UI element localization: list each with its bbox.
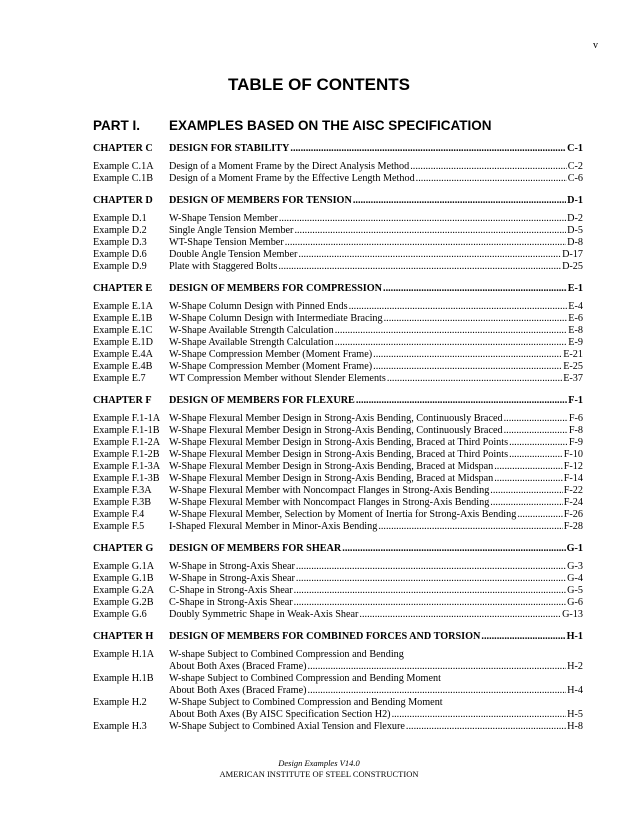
example-page: D-25	[562, 261, 583, 272]
dot-leader	[383, 283, 567, 295]
example-entry[interactable]	[93, 425, 583, 437]
dot-leader	[494, 461, 563, 473]
example-list	[93, 213, 583, 273]
dot-leader	[335, 325, 568, 337]
example-page: F-10	[563, 449, 583, 460]
example-title: Design of a Moment Frame by the Effective Length Method	[169, 173, 415, 184]
dot-leader	[298, 249, 561, 261]
example-title: W-Shape Subject to Combined Axial Tension and Flexure	[169, 721, 405, 732]
example-label: Example F.4	[93, 509, 145, 520]
example-title: Single Angle Tension Member	[169, 225, 294, 236]
footer	[0, 758, 638, 780]
example-entry-continued[interactable]	[93, 685, 583, 697]
example-label: Example F.3B	[93, 497, 152, 508]
example-label: Example E.1D	[93, 337, 153, 348]
chapter-label: CHAPTER C	[93, 143, 153, 154]
dot-leader	[359, 609, 561, 621]
page-number: v	[593, 40, 598, 51]
example-title: W-Shape Flexural Member with Noncompact Flanges in Strong-Axis Bending	[169, 485, 490, 496]
example-title: W-Shape in Strong-Axis Shear	[169, 561, 295, 572]
example-label: Example D.3	[93, 237, 147, 248]
dot-leader	[296, 561, 566, 573]
example-entry[interactable]	[93, 597, 583, 609]
dot-leader	[373, 349, 562, 361]
example-page: F-14	[563, 473, 583, 484]
example-title: W-Shape Flexural Member with Noncompact Flanges in Strong-Axis Bending	[169, 497, 490, 508]
example-title: W-Shape Compression Member (Moment Frame)	[169, 361, 373, 372]
example-title: W-Shape Available Strength Calculation	[169, 337, 334, 348]
dot-leader	[349, 301, 568, 313]
dot-leader	[504, 413, 568, 425]
chapter-title: DESIGN OF MEMBERS FOR TENSION	[169, 195, 352, 206]
example-title: W-shape Subject to Combined Compression and Bending	[169, 649, 404, 660]
example-entry[interactable]	[93, 337, 583, 349]
dot-leader	[509, 437, 568, 449]
example-title: WT-Shape Tension Member	[169, 237, 284, 248]
chapter-label: CHAPTER E	[93, 283, 153, 294]
example-page: C-2	[567, 161, 583, 172]
example-page: E-8	[568, 325, 583, 336]
dot-leader	[296, 573, 566, 585]
dot-leader	[494, 473, 563, 485]
example-entry[interactable]	[93, 413, 583, 425]
example-entry[interactable]	[93, 361, 583, 373]
example-title: W-shape Subject to Combined Compression and Bending Moment	[169, 673, 441, 684]
example-title: W-Shape Column Design with Pinned Ends	[169, 301, 348, 312]
example-entry[interactable]	[93, 449, 583, 461]
example-title: About Both Axes (By AISC Specification Section H2)	[169, 709, 391, 720]
example-entry[interactable]	[93, 313, 583, 325]
example-label: Example E.4A	[93, 349, 153, 360]
chapter-label: CHAPTER F	[93, 395, 152, 406]
example-list	[93, 161, 583, 185]
chapter-heading[interactable]	[93, 395, 583, 407]
chapter-page: F-1	[568, 395, 583, 406]
example-page: F-28	[563, 521, 583, 532]
example-title: W-Shape Flexural Member Design in Strong-Axis Bending, Continuously Braced	[169, 413, 503, 424]
example-title: W-Shape Flexural Member Design in Strong-Axis Bending, Continuously Braced	[169, 425, 503, 436]
example-entry[interactable]	[93, 213, 583, 225]
example-entry[interactable]	[93, 225, 583, 237]
example-entry[interactable]	[93, 325, 583, 337]
chapter-page: H-1	[566, 631, 583, 642]
example-entry[interactable]	[93, 573, 583, 585]
example-title: About Both Axes (Braced Frame)	[169, 685, 307, 696]
chapter-heading[interactable]	[93, 143, 583, 155]
dot-leader	[294, 585, 567, 597]
example-list	[93, 561, 583, 621]
example-label: Example E.1A	[93, 301, 153, 312]
example-label: Example F.5	[93, 521, 145, 532]
dot-leader	[406, 721, 566, 733]
part-text: EXAMPLES BASED ON THE AISC SPECIFICATION	[169, 118, 492, 133]
example-entry[interactable]	[93, 521, 583, 533]
example-page: D-5	[567, 225, 583, 236]
chapter-label: CHAPTER H	[93, 631, 154, 642]
chapter-page: E-1	[567, 283, 583, 294]
example-label: Example G.1A	[93, 561, 155, 572]
dot-leader	[490, 485, 562, 497]
part-label: PART I.	[93, 118, 140, 133]
example-entry[interactable]	[93, 485, 583, 497]
example-page: G-6	[567, 597, 583, 608]
example-page: E-6	[568, 313, 583, 324]
chapter-label: CHAPTER D	[93, 195, 153, 206]
example-entry[interactable]	[93, 437, 583, 449]
example-label: Example F.1-3A	[93, 461, 161, 472]
page-title: TABLE OF CONTENTS	[228, 75, 410, 94]
dot-leader	[509, 449, 563, 461]
example-label: Example G.2B	[93, 597, 154, 608]
example-page: D-2	[567, 213, 583, 224]
table-of-contents	[93, 143, 583, 733]
example-entry[interactable]	[93, 697, 583, 709]
example-entry[interactable]	[93, 301, 583, 313]
example-label: Example F.1-2B	[93, 449, 160, 460]
example-entry[interactable]	[93, 473, 583, 485]
example-title: W-Shape Flexural Member Design in Strong-Axis Bending, Braced at Third Points	[169, 449, 509, 460]
dot-leader	[356, 395, 567, 407]
example-list	[93, 413, 583, 533]
example-label: Example F.1-1A	[93, 413, 161, 424]
dot-leader	[517, 509, 562, 521]
example-entry[interactable]	[93, 373, 583, 385]
example-page: E-21	[563, 349, 583, 360]
example-page: G-4	[567, 573, 583, 584]
example-page: D-8	[567, 237, 583, 248]
example-title: C-Shape in Strong-Axis Shear	[169, 597, 293, 608]
example-title: W-Shape Flexural Member Design in Strong-Axis Bending, Braced at Midspan	[169, 461, 494, 472]
example-entry[interactable]	[93, 497, 583, 509]
example-page: H-2	[567, 661, 583, 672]
chapter-heading[interactable]	[93, 631, 583, 643]
example-page: F-26	[563, 509, 583, 520]
example-label: Example D.9	[93, 261, 147, 272]
dot-leader	[481, 631, 565, 643]
example-label: Example G.6	[93, 609, 147, 620]
example-page: E-37	[563, 373, 583, 384]
dot-leader	[387, 373, 562, 385]
example-page: H-8	[567, 721, 583, 732]
example-title: About Both Axes (Braced Frame)	[169, 661, 307, 672]
example-entry[interactable]	[93, 261, 583, 273]
example-title: W-Shape Compression Member (Moment Frame)	[169, 349, 373, 360]
example-label: Example G.2A	[93, 585, 155, 596]
example-title: W-Shape Flexural Member Design in Strong-Axis Bending, Braced at Third Points	[169, 437, 509, 448]
dot-leader	[308, 661, 567, 673]
dot-leader	[353, 195, 566, 207]
dot-leader	[308, 685, 567, 697]
example-title: W-Shape Available Strength Calculation	[169, 325, 334, 336]
example-label: Example H.3	[93, 721, 147, 732]
example-page: D-17	[562, 249, 583, 260]
example-entry[interactable]	[93, 237, 583, 249]
example-page: G-3	[567, 561, 583, 572]
example-page: F-9	[568, 437, 583, 448]
example-page: H-4	[567, 685, 583, 696]
example-entry[interactable]	[93, 609, 583, 621]
example-title: W-Shape Flexural Member, Selection by Moment of Inertia for Strong-Axis Bending	[169, 509, 517, 520]
example-page: E-25	[563, 361, 583, 372]
dot-leader	[378, 521, 562, 533]
dot-leader	[342, 543, 565, 555]
example-title: W-Shape in Strong-Axis Shear	[169, 573, 295, 584]
example-page: E-9	[568, 337, 583, 348]
example-page: F-12	[563, 461, 583, 472]
example-list	[93, 649, 583, 733]
example-title: W-Shape Column Design with Intermediate Bracing	[169, 313, 383, 324]
dot-leader	[285, 237, 566, 249]
example-title: Doubly Symmetric Shape in Weak-Axis Shear	[169, 609, 359, 620]
example-title: WT Compression Member without Slender Elements	[169, 373, 386, 384]
example-page: F-8	[568, 425, 583, 436]
example-entry[interactable]	[93, 649, 583, 661]
example-list	[93, 301, 583, 385]
footer-publisher: AMERICAN INSTITUTE OF STEEL CONSTRUCTION	[219, 769, 419, 779]
example-title: Double Angle Tension Member	[169, 249, 298, 260]
example-label: Example H.2	[93, 697, 147, 708]
example-label: Example H.1B	[93, 673, 154, 684]
example-entry[interactable]	[93, 561, 583, 573]
example-label: Example F.1-2A	[93, 437, 161, 448]
example-label: Example E.1C	[93, 325, 153, 336]
example-label: Example F.1-1B	[93, 425, 160, 436]
chapter-title: DESIGN OF MEMBERS FOR SHEAR	[169, 543, 342, 554]
example-title: W-Shape Flexural Member Design in Strong-Axis Bending, Braced at Midspan	[169, 473, 494, 484]
dot-leader	[335, 337, 568, 349]
example-title: W-Shape Tension Member	[169, 213, 278, 224]
example-label: Example F.1-3B	[93, 473, 160, 484]
example-entry[interactable]	[93, 509, 583, 521]
dot-leader	[278, 261, 561, 273]
chapter-page: C-1	[567, 143, 583, 154]
chapter-heading[interactable]	[93, 195, 583, 207]
example-entry-continued[interactable]	[93, 661, 583, 673]
example-page: F-24	[563, 497, 583, 508]
example-page: G-13	[562, 609, 583, 620]
example-label: Example E.7	[93, 373, 146, 384]
example-entry[interactable]	[93, 721, 583, 733]
example-entry[interactable]	[93, 249, 583, 261]
example-title: I-Shaped Flexural Member in Minor-Axis Bending	[169, 521, 378, 532]
dot-leader	[384, 313, 568, 325]
dot-leader	[416, 173, 567, 185]
dot-leader	[373, 361, 562, 373]
example-entry[interactable]	[93, 173, 583, 185]
example-label: Example C.1A	[93, 161, 154, 172]
dot-leader	[279, 213, 566, 225]
chapter-title: DESIGN FOR STABILITY	[169, 143, 290, 154]
example-entry-continued[interactable]	[93, 709, 583, 721]
example-title: W-Shape Subject to Combined Compression and Bending Moment	[169, 697, 443, 708]
example-label: Example F.3A	[93, 485, 152, 496]
dot-leader	[294, 225, 566, 237]
example-label: Example D.1	[93, 213, 147, 224]
chapter-heading[interactable]	[93, 283, 583, 295]
example-label: Example H.1A	[93, 649, 155, 660]
chapter-title: DESIGN OF MEMBERS FOR FLEXURE	[169, 395, 355, 406]
example-page: H-5	[567, 709, 583, 720]
example-page: F-6	[568, 413, 583, 424]
example-title: C-Shape in Strong-Axis Shear	[169, 585, 293, 596]
dot-leader	[392, 709, 567, 721]
dot-leader	[504, 425, 568, 437]
example-page: G-5	[567, 585, 583, 596]
dot-leader	[294, 597, 567, 609]
chapter-label: CHAPTER G	[93, 543, 154, 554]
example-label: Example D.6	[93, 249, 147, 260]
example-label: Example G.1B	[93, 573, 154, 584]
example-page: E-4	[568, 301, 583, 312]
example-label: Example E.4B	[93, 361, 153, 372]
example-title: Design of a Moment Frame by the Direct Analysis Method	[169, 161, 410, 172]
example-page: F-22	[563, 485, 583, 496]
example-entry[interactable]	[93, 349, 583, 361]
chapter-title: DESIGN OF MEMBERS FOR COMBINED FORCES AND TORSION	[169, 631, 481, 642]
dot-leader	[410, 161, 567, 173]
chapter-page: D-1	[567, 195, 583, 206]
example-label: Example C.1B	[93, 173, 153, 184]
example-title: Plate with Staggered Bolts	[169, 261, 278, 272]
example-entry[interactable]	[93, 461, 583, 473]
chapter-heading[interactable]	[93, 543, 583, 555]
example-entry[interactable]	[93, 585, 583, 597]
example-entry[interactable]	[93, 673, 583, 685]
example-entry[interactable]	[93, 161, 583, 173]
dot-leader	[290, 143, 566, 155]
dot-leader	[490, 497, 562, 509]
chapter-title: DESIGN OF MEMBERS FOR COMPRESSION	[169, 283, 383, 294]
footer-edition: Design Examples V14.0	[278, 758, 360, 768]
example-page: C-6	[567, 173, 583, 184]
example-label: Example D.2	[93, 225, 147, 236]
example-label: Example E.1B	[93, 313, 153, 324]
chapter-page: G-1	[566, 543, 583, 554]
